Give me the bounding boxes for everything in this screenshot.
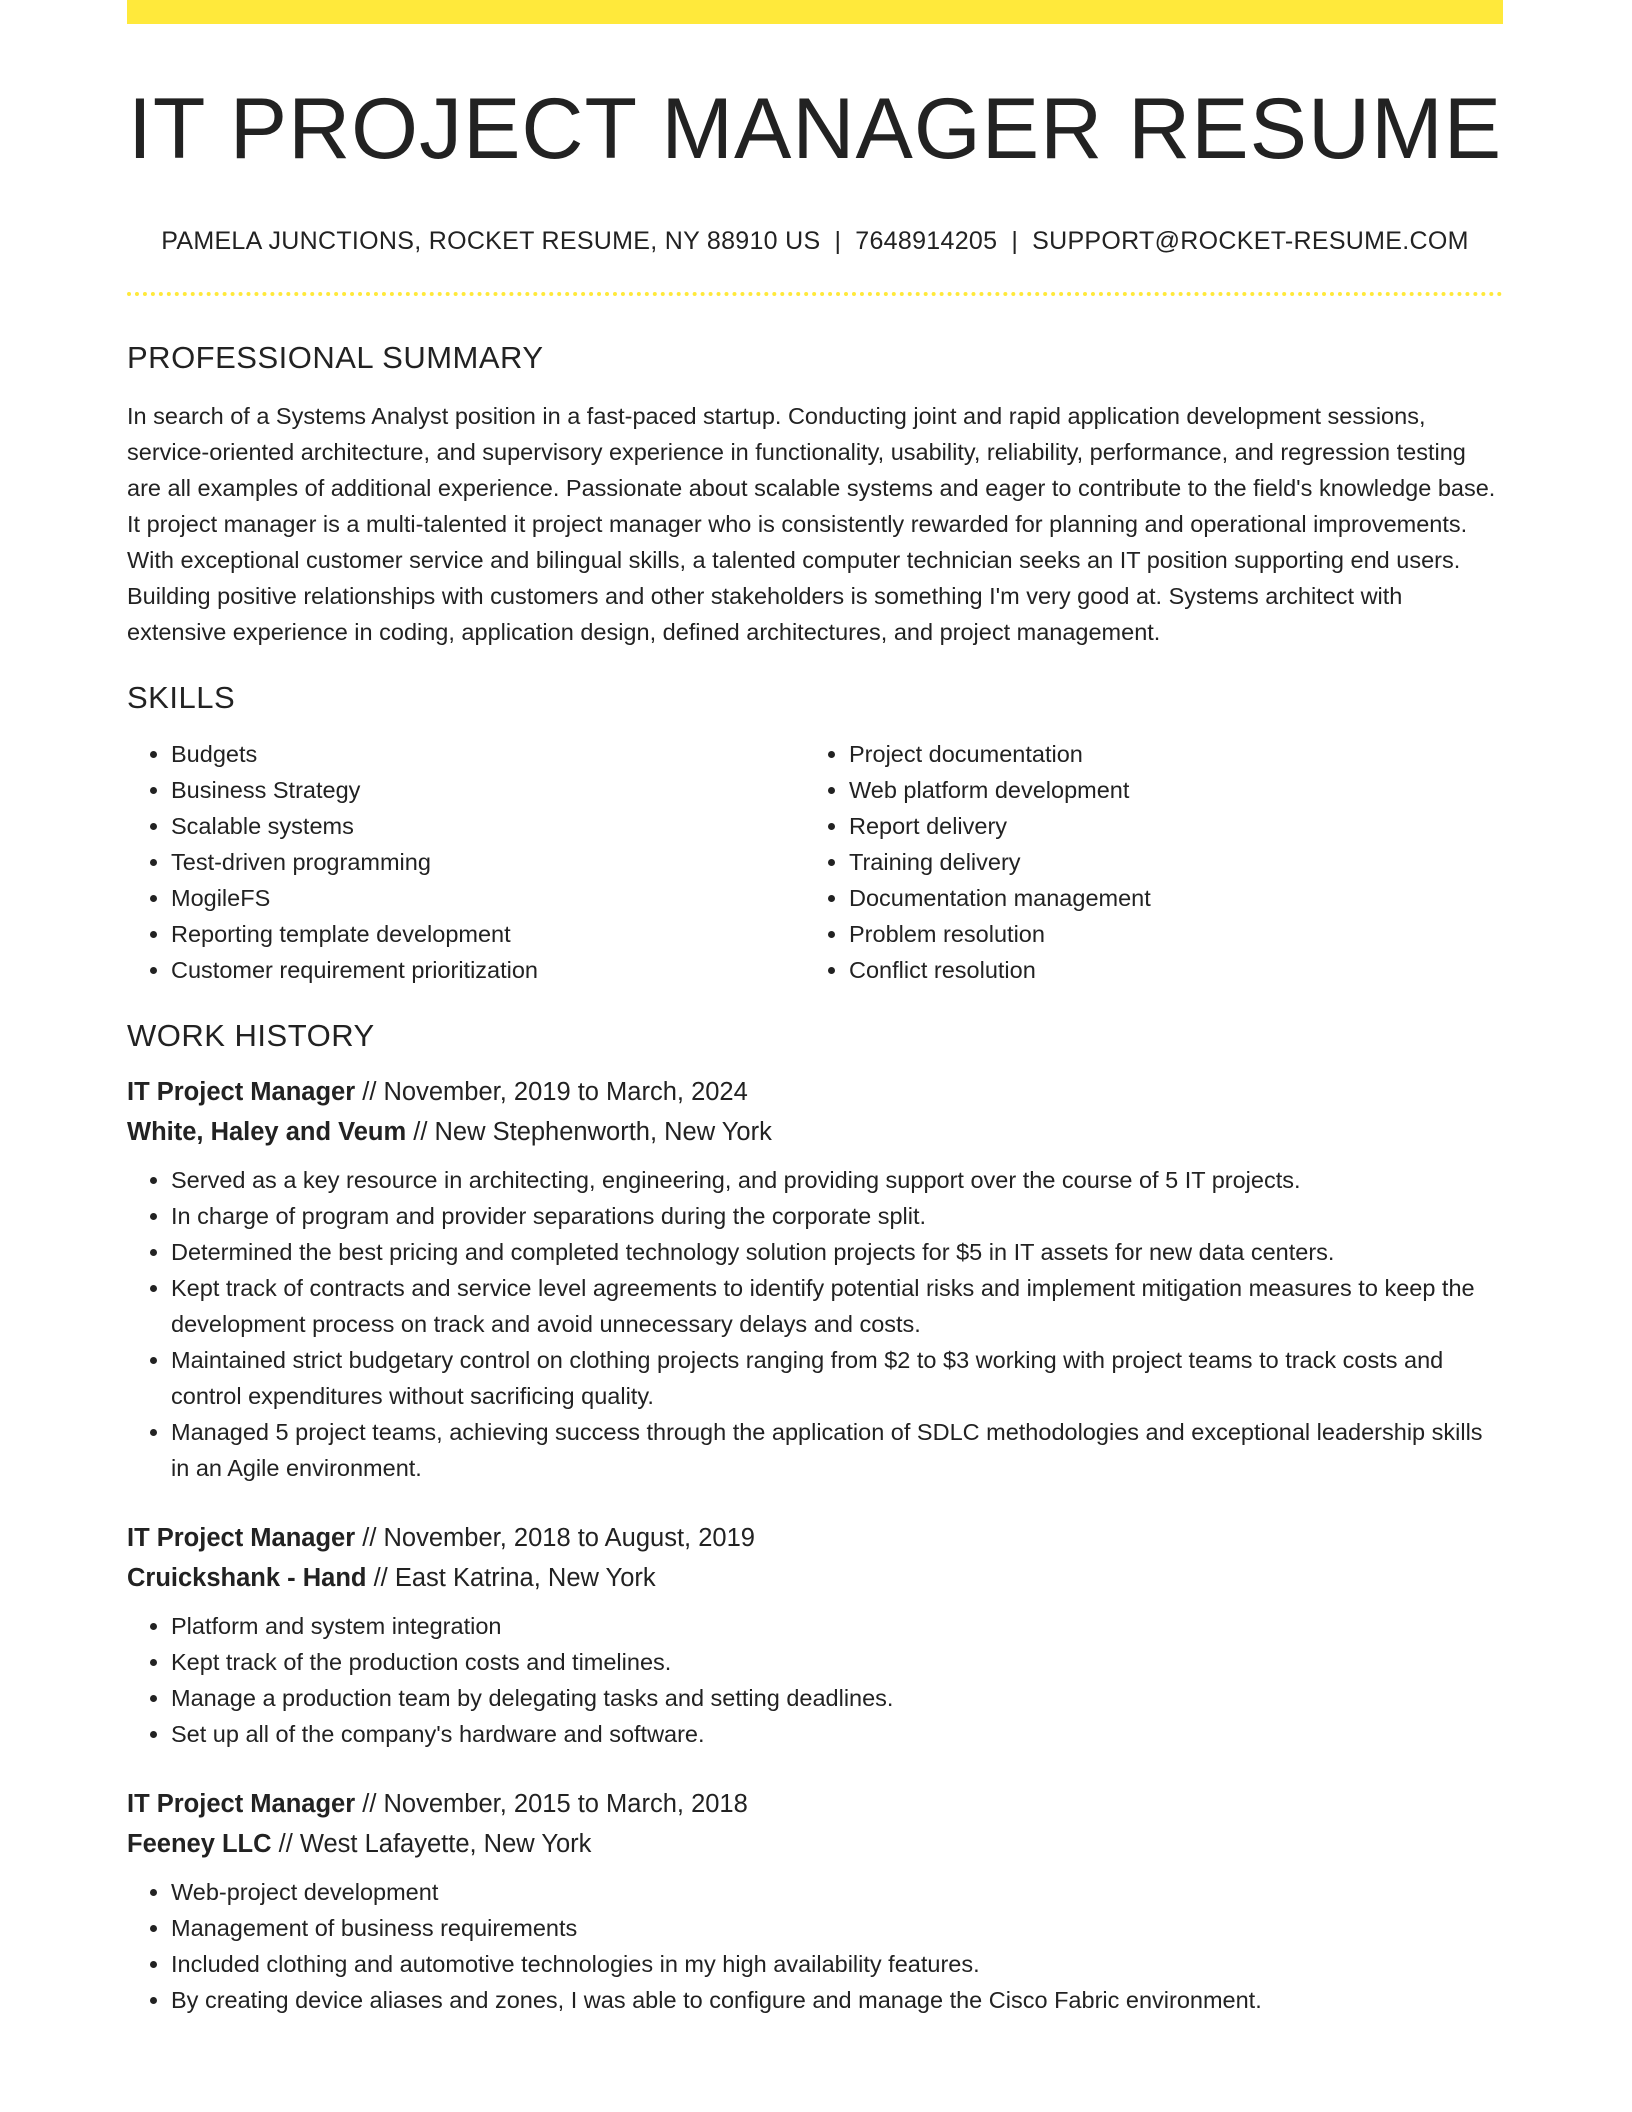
job-bullet: • Kept track of the production costs and timelines. (171, 1644, 1503, 1680)
skill-item: • Reporting template development (171, 916, 805, 952)
job-company: Cruickshank - Hand (127, 1563, 367, 1592)
job-company: White, Haley and Veum (127, 1117, 407, 1146)
job-title: IT Project Manager (127, 1789, 356, 1818)
job-bullet: • Served as a key resource in architecting, engineering, and providing support over the course of 5 IT projects. (171, 1162, 1503, 1198)
job-location: // East Katrina, New York (373, 1563, 656, 1592)
skills-column-right (805, 736, 1483, 988)
work-history-heading: WORK HISTORY (127, 1017, 375, 1053)
job-bullet: • Web-project development (171, 1874, 1503, 1910)
job-dates: // November, 2015 to March, 2018 (362, 1789, 748, 1818)
job-company-line (127, 1112, 1503, 1152)
job-dates: // November, 2018 to August, 2019 (362, 1523, 755, 1552)
skill-item: • Customer requirement prioritization (171, 952, 805, 988)
skill-item: • Test-driven programming (171, 844, 805, 880)
skill-item: • Problem resolution (849, 916, 1483, 952)
skill-item: • Budgets (171, 736, 805, 772)
job-company-line (127, 1558, 1503, 1598)
job-bullet: • Set up all of the company's hardware and software. (171, 1716, 1503, 1752)
job-bullet: • Determined the best pricing and completed technology solution projects for $5 in IT assets for new data centers. (171, 1234, 1503, 1270)
summary-text: In search of a Systems Analyst position in a fast-paced startup. Conducting joint and rapid application development sessions, service-oriented architecture, and supervisory experience in functionality, usability, reliability, performance, and regression testing are all examples of additional experience. Passionate about scalable systems and eager to contribute to the field's knowledge base. It project manager is a multi-talented it project manager who is consistently rewarded for planning and operational improvements. With exceptional customer service and bilingual skills, a talented computer technician seeks an IT position supporting end users. Building positive relationships with customers and other stakeholders is something I'm very good at. Systems architect with extensive experience in coding, application design, defined architectures, and project management. (127, 402, 1496, 645)
resume-page (127, 0, 1503, 2018)
contact-line (127, 227, 1503, 256)
job-company: Feeney LLC (127, 1829, 272, 1858)
contact-separator: | (834, 226, 842, 255)
summary-heading: PROFESSIONAL SUMMARY (127, 339, 544, 375)
job-bullets (127, 1874, 1503, 2018)
contact-address: PAMELA JUNCTIONS, ROCKET RESUME, NY 88910 US (161, 226, 821, 255)
skill-item: • Project documentation (849, 736, 1483, 772)
skill-item: • Web platform development (849, 772, 1483, 808)
skills-heading: SKILLS (127, 679, 236, 715)
job-bullet: • Platform and system integration (171, 1608, 1503, 1644)
skills-list (127, 736, 1503, 988)
job-entry (127, 1784, 1503, 2018)
skill-item: • MogileFS (171, 880, 805, 916)
skill-item: • Documentation management (849, 880, 1483, 916)
resume-title: IT PROJECT MANAGER RESUME (127, 81, 1503, 177)
job-company-line (127, 1824, 1503, 1864)
contact-separator: | (1011, 226, 1019, 255)
job-bullets (127, 1162, 1503, 1486)
skill-item: • Report delivery (849, 808, 1483, 844)
skill-item: • Business Strategy (171, 772, 805, 808)
job-title: IT Project Manager (127, 1523, 356, 1552)
job-location: // West Lafayette, New York (278, 1829, 592, 1858)
skill-item: • Conflict resolution (849, 952, 1483, 988)
dotted-divider (127, 292, 1503, 296)
job-title: IT Project Manager (127, 1077, 356, 1106)
job-entry (127, 1072, 1503, 1486)
skill-item: • Scalable systems (171, 808, 805, 844)
contact-email: SUPPORT@ROCKET-RESUME.COM (1032, 226, 1469, 255)
job-bullet: • Management of business requirements (171, 1910, 1503, 1946)
top-accent-bar (127, 0, 1503, 24)
job-bullet: • Kept track of contracts and service level agreements to identify potential risks and implement mitigation measures to keep the development process on track and avoid unnecessary delays and costs. (171, 1270, 1503, 1342)
job-title-line (127, 1784, 1503, 1824)
job-bullets (127, 1608, 1503, 1752)
job-bullet: • Included clothing and automotive technologies in my high availability features. (171, 1946, 1503, 1982)
job-bullet: • Managed 5 project teams, achieving success through the application of SDLC methodologies and exceptional leadership skills in an Agile environment. (171, 1414, 1503, 1486)
job-location: // New Stephenworth, New York (413, 1117, 772, 1146)
job-dates: // November, 2019 to March, 2024 (362, 1077, 748, 1106)
job-title-line (127, 1518, 1503, 1558)
job-bullet: • Manage a production team by delegating tasks and setting deadlines. (171, 1680, 1503, 1716)
job-bullet: • By creating device aliases and zones, I was able to configure and manage the Cisco Fabric environment. (171, 1982, 1503, 2018)
skills-column-left (127, 736, 805, 988)
job-title-line (127, 1072, 1503, 1112)
job-bullet: • Maintained strict budgetary control on clothing projects ranging from $2 to $3 working with project teams to track costs and control expenditures without sacrificing quality. (171, 1342, 1503, 1414)
contact-phone: 7648914205 (855, 226, 998, 255)
job-entry (127, 1518, 1503, 1752)
skill-item: • Training delivery (849, 844, 1483, 880)
job-bullet: • In charge of program and provider separations during the corporate split. (171, 1198, 1503, 1234)
